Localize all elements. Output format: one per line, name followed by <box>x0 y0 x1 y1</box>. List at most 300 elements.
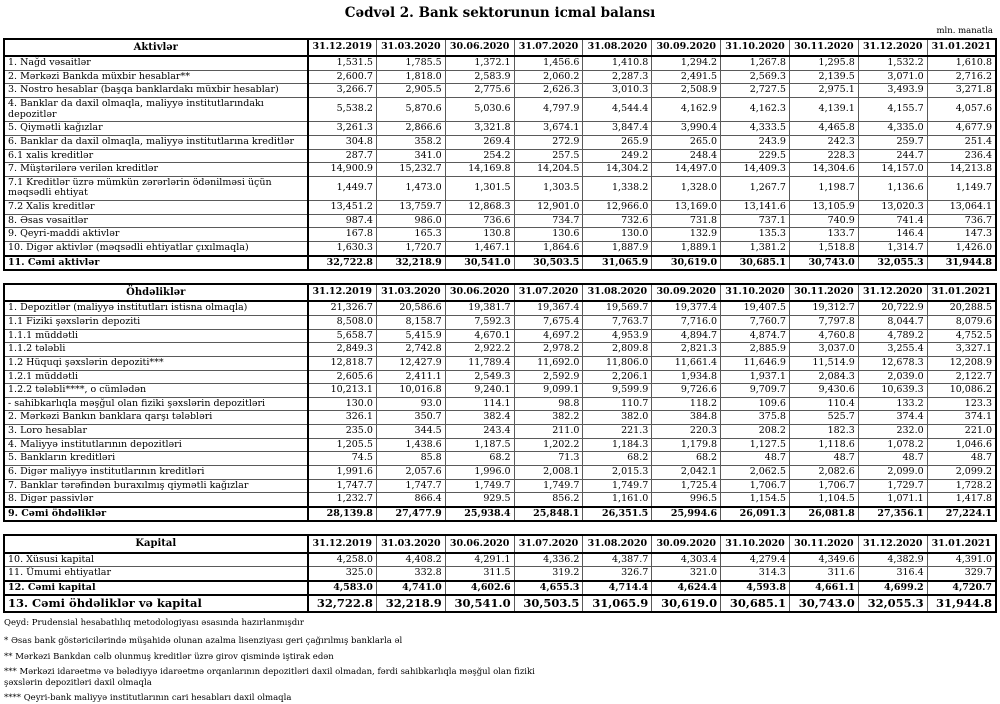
value-cell: 32,722.8 <box>308 256 377 271</box>
row-label: 1.1.1 müddətli <box>4 329 308 343</box>
value-cell: 1,179.8 <box>652 438 721 452</box>
table-row <box>4 149 996 163</box>
value-cell: 4,720.7 <box>927 581 996 596</box>
value-cell: 3,261.3 <box>308 122 377 136</box>
value-cell: 68.2 <box>445 452 514 466</box>
value-cell: 1,747.7 <box>308 479 377 493</box>
row-label: 6. Digər maliyyə institutlarının kreditləri <box>4 465 308 479</box>
value-cell: 2,605.6 <box>308 370 377 384</box>
value-cell: 4,661.1 <box>789 581 858 596</box>
value-cell: 98.8 <box>514 397 583 411</box>
row-label: 9. Cəmi öhdəliklər <box>4 507 308 522</box>
value-cell: 208.2 <box>721 425 790 439</box>
value-cell: 221.0 <box>927 425 996 439</box>
value-cell: 11,806.0 <box>583 356 652 370</box>
value-cell: 11,514.9 <box>789 356 858 370</box>
value-cell: 1,295.8 <box>789 56 858 70</box>
value-cell: 3,990.4 <box>652 122 721 136</box>
column-header: 31.01.2021 <box>927 39 996 56</box>
value-cell: 19,381.7 <box>445 301 514 315</box>
table-row <box>4 56 996 70</box>
value-cell: 32,055.3 <box>858 256 927 271</box>
value-cell: 2,084.3 <box>789 370 858 384</box>
value-cell: 14,304.2 <box>583 163 652 177</box>
header-row <box>4 284 996 301</box>
value-cell: 382.4 <box>445 411 514 425</box>
row-label: - sahibkarlıqla məşğul olan fiziki şəxslərin depozitləri <box>4 397 308 411</box>
value-cell: 48.7 <box>721 452 790 466</box>
value-cell: 311.5 <box>445 567 514 581</box>
column-header: 30.06.2020 <box>445 535 514 552</box>
value-cell: 1,149.7 <box>927 176 996 200</box>
footnote-line: ** Mərkəzi Bankdan cəlb olunmuş kreditlər üzrə girov qismində iştirak edən <box>4 651 334 662</box>
value-cell: 3,327.1 <box>927 343 996 357</box>
row-label: 3. Loro hesablar <box>4 425 308 439</box>
value-cell: 1,232.7 <box>308 493 377 507</box>
value-cell: 5,030.6 <box>445 98 514 122</box>
value-cell: 19,407.5 <box>721 301 790 315</box>
value-cell: 135.3 <box>721 228 790 242</box>
row-label: 7.1 Kreditlər üzrə mümkün zərərlərin ödənilməsi üçün məqsədli ehtiyat <box>4 176 308 200</box>
value-cell: 211.0 <box>514 425 583 439</box>
value-cell: 20,288.5 <box>927 301 996 315</box>
section-title-cell: Kapital <box>4 535 308 552</box>
value-cell: 7,760.7 <box>721 316 790 330</box>
value-cell: 2,905.5 <box>376 84 445 98</box>
value-cell: 1,467.1 <box>445 241 514 255</box>
value-cell: 2,099.0 <box>858 465 927 479</box>
column-header: 31.08.2020 <box>583 39 652 56</box>
value-cell: 1,518.8 <box>789 241 858 255</box>
total-row <box>4 256 996 271</box>
value-cell: 30,685.1 <box>721 256 790 271</box>
value-cell: 1,749.7 <box>514 479 583 493</box>
value-cell: 1,991.6 <box>308 465 377 479</box>
value-cell: 3,071.0 <box>858 70 927 84</box>
value-cell: 325.0 <box>308 567 377 581</box>
column-header: 30.06.2020 <box>445 284 514 301</box>
value-cell: 12,966.0 <box>583 201 652 215</box>
row-label: 1.1.2 tələbli <box>4 343 308 357</box>
value-cell: 4,391.0 <box>927 553 996 567</box>
row-label: 12. Cəmi kapital <box>4 581 308 596</box>
value-cell: 1,127.5 <box>721 438 790 452</box>
value-cell: 1,706.7 <box>721 479 790 493</box>
value-cell: 14,304.6 <box>789 163 858 177</box>
value-cell: 4,387.7 <box>583 553 652 567</box>
value-cell: 13,759.7 <box>376 201 445 215</box>
value-cell: 1,532.2 <box>858 56 927 70</box>
value-cell: 3,493.9 <box>858 84 927 98</box>
value-cell: 7,716.0 <box>652 316 721 330</box>
value-cell: 12,868.3 <box>445 201 514 215</box>
value-cell: 27,224.1 <box>927 507 996 522</box>
value-cell: 9,099.1 <box>514 384 583 398</box>
value-cell: 269.4 <box>445 135 514 149</box>
table-row <box>4 135 996 149</box>
value-cell: 31,944.8 <box>927 595 996 612</box>
value-cell: 4,279.4 <box>721 553 790 567</box>
row-label: 10. Digər aktivlər (məqsədli ehtiyatlar çıxılmaqla) <box>4 241 308 255</box>
value-cell: 374.4 <box>858 411 927 425</box>
value-cell: 1,136.6 <box>858 176 927 200</box>
value-cell: 4,333.5 <box>721 122 790 136</box>
value-cell: 74.5 <box>308 452 377 466</box>
value-cell: 249.2 <box>583 149 652 163</box>
value-cell: 1,104.5 <box>789 493 858 507</box>
value-cell: 68.2 <box>652 452 721 466</box>
footnotes <box>4 618 549 704</box>
value-cell: 4,714.4 <box>583 581 652 596</box>
value-cell: 14,169.8 <box>445 163 514 177</box>
column-header: 30.09.2020 <box>652 39 721 56</box>
row-label: 9. Qeyri-maddi aktivlər <box>4 228 308 242</box>
value-cell: 2,569.3 <box>721 70 790 84</box>
page-title: Cədvəl 2. Bank sektorunun icmal balansı <box>344 5 656 21</box>
value-cell: 4,139.1 <box>789 98 858 122</box>
value-cell: 259.7 <box>858 135 927 149</box>
value-cell: 20,722.9 <box>858 301 927 315</box>
value-cell: 93.0 <box>376 397 445 411</box>
value-cell: 7,592.3 <box>445 316 514 330</box>
value-cell: 358.2 <box>376 135 445 149</box>
value-cell: 4,544.4 <box>583 98 652 122</box>
value-cell: 4,699.2 <box>858 581 927 596</box>
value-cell: 30,743.0 <box>789 595 858 612</box>
value-cell: 1,417.8 <box>927 493 996 507</box>
value-cell: 4,382.9 <box>858 553 927 567</box>
row-label: 13. Cəmi öhdəliklər və kapital <box>4 595 308 612</box>
value-cell: 48.7 <box>858 452 927 466</box>
value-cell: 26,351.5 <box>583 507 652 522</box>
table-row <box>4 384 996 398</box>
value-cell: 1,864.6 <box>514 241 583 255</box>
row-label: 4. Maliyyə institutlarının depozitləri <box>4 438 308 452</box>
value-cell: 1,747.7 <box>376 479 445 493</box>
value-cell: 2,039.0 <box>858 370 927 384</box>
value-cell: 9,709.7 <box>721 384 790 398</box>
value-cell: 2,775.6 <box>445 84 514 98</box>
column-header: 30.11.2020 <box>789 39 858 56</box>
value-cell: 221.3 <box>583 425 652 439</box>
value-cell: 316.4 <box>858 567 927 581</box>
table-row <box>4 98 996 122</box>
value-cell: 13,105.9 <box>789 201 858 215</box>
value-cell: 3,674.1 <box>514 122 583 136</box>
value-cell: 30,503.5 <box>514 256 583 271</box>
footnote-line: *** Mərkəzi idarəetmə və bələdiyyə idarəetmə orqanlarının depozitləri daxil olmadan, fərdi sahibkarlıqla məşğul olan fiziki şəxslərin depozitləri daxil olmaqla <box>4 667 535 688</box>
value-cell: 856.2 <box>514 493 583 507</box>
value-cell: 32,055.3 <box>858 595 927 612</box>
value-cell: 244.7 <box>858 149 927 163</box>
column-header: 31.10.2020 <box>721 284 790 301</box>
value-cell: 257.5 <box>514 149 583 163</box>
value-cell: 3,010.3 <box>583 84 652 98</box>
value-cell: 272.9 <box>514 135 583 149</box>
value-cell: 32,218.9 <box>376 256 445 271</box>
row-label: 8. Əsas vəsaitlər <box>4 214 308 228</box>
value-cell: 4,752.5 <box>927 329 996 343</box>
value-cell: 2,885.9 <box>721 343 790 357</box>
value-cell: 4,677.9 <box>927 122 996 136</box>
column-header: 31.12.2020 <box>858 284 927 301</box>
value-cell: 9,430.6 <box>789 384 858 398</box>
value-cell: 228.3 <box>789 149 858 163</box>
column-header: 31.12.2019 <box>308 39 377 56</box>
value-cell: 1,267.7 <box>721 176 790 200</box>
value-cell: 382.0 <box>583 411 652 425</box>
value-cell: 2,600.7 <box>308 70 377 84</box>
value-cell: 265.0 <box>652 135 721 149</box>
value-cell: 319.2 <box>514 567 583 581</box>
table-row <box>4 301 996 315</box>
value-cell: 118.2 <box>652 397 721 411</box>
value-cell: 1,610.8 <box>927 56 996 70</box>
value-cell: 2,716.2 <box>927 70 996 84</box>
value-cell: 2,626.3 <box>514 84 583 98</box>
value-cell: 2,866.6 <box>376 122 445 136</box>
value-cell: 14,213.8 <box>927 163 996 177</box>
value-cell: 4,349.6 <box>789 553 858 567</box>
table-row <box>4 84 996 98</box>
value-cell: 71.3 <box>514 452 583 466</box>
value-cell: 4,874.7 <box>721 329 790 343</box>
value-cell: 3,847.4 <box>583 122 652 136</box>
value-cell: 182.3 <box>789 425 858 439</box>
row-label: 1.2.2 tələbli****, o cümlədən <box>4 384 308 398</box>
value-cell: 4,162.3 <box>721 98 790 122</box>
table-row <box>4 465 996 479</box>
value-cell: 10,213.1 <box>308 384 377 398</box>
value-cell: 8,158.7 <box>376 316 445 330</box>
value-cell: 2,411.1 <box>376 370 445 384</box>
value-cell: 732.6 <box>583 214 652 228</box>
value-cell: 4,303.4 <box>652 553 721 567</box>
value-cell: 2,062.5 <box>721 465 790 479</box>
value-cell: 736.7 <box>927 214 996 228</box>
value-cell: 329.7 <box>927 567 996 581</box>
value-cell: 68.2 <box>583 452 652 466</box>
value-cell: 1,303.5 <box>514 176 583 200</box>
value-cell: 13,064.1 <box>927 201 996 215</box>
value-cell: 2,742.8 <box>376 343 445 357</box>
column-header: 31.07.2020 <box>514 39 583 56</box>
value-cell: 14,409.3 <box>721 163 790 177</box>
value-cell: 2,008.1 <box>514 465 583 479</box>
column-header: 31.10.2020 <box>721 39 790 56</box>
value-cell: 321.0 <box>652 567 721 581</box>
value-cell: 13,169.0 <box>652 201 721 215</box>
value-cell: 4,760.8 <box>789 329 858 343</box>
value-cell: 14,900.9 <box>308 163 377 177</box>
total-row <box>4 507 996 522</box>
value-cell: 2,549.3 <box>445 370 514 384</box>
value-cell: 9,599.9 <box>583 384 652 398</box>
value-cell: 32,722.8 <box>308 595 377 612</box>
value-cell: 27,356.1 <box>858 507 927 522</box>
value-cell: 9,240.1 <box>445 384 514 398</box>
table-row <box>4 452 996 466</box>
column-header: 31.03.2020 <box>376 39 445 56</box>
value-cell: 1,749.7 <box>445 479 514 493</box>
value-cell: 382.2 <box>514 411 583 425</box>
value-cell: 3,266.7 <box>308 84 377 98</box>
header-row <box>4 39 996 56</box>
value-cell: 1,154.5 <box>721 493 790 507</box>
value-cell: 8,044.7 <box>858 316 927 330</box>
value-cell: 2,508.9 <box>652 84 721 98</box>
value-cell: 2,583.9 <box>445 70 514 84</box>
column-header: 30.09.2020 <box>652 284 721 301</box>
value-cell: 19,367.4 <box>514 301 583 315</box>
row-label: 1.2.1 müddətli <box>4 370 308 384</box>
value-cell: 1,202.2 <box>514 438 583 452</box>
value-cell: 2,206.1 <box>583 370 652 384</box>
value-cell: 866.4 <box>376 493 445 507</box>
value-cell: 304.8 <box>308 135 377 149</box>
table-row <box>4 479 996 493</box>
value-cell: 3,037.0 <box>789 343 858 357</box>
value-cell: 1,720.7 <box>376 241 445 255</box>
value-cell: 236.4 <box>927 149 996 163</box>
table-row <box>4 567 996 581</box>
value-cell: 741.4 <box>858 214 927 228</box>
value-cell: 229.5 <box>721 149 790 163</box>
value-cell: 2,491.5 <box>652 70 721 84</box>
column-header: 31.03.2020 <box>376 284 445 301</box>
value-cell: 2,821.3 <box>652 343 721 357</box>
value-cell: 4,797.9 <box>514 98 583 122</box>
value-cell: 26,081.8 <box>789 507 858 522</box>
value-cell: 109.6 <box>721 397 790 411</box>
table-row <box>4 201 996 215</box>
footnote-line: **** Qeyri-bank maliyyə institutlarının cari hesabları daxil olmaqla <box>4 693 292 704</box>
table-row <box>4 370 996 384</box>
row-label: 2. Mərkəzi Bankın banklara qarşı tələbləri <box>4 411 308 425</box>
value-cell: 12,678.3 <box>858 356 927 370</box>
value-cell: 987.4 <box>308 214 377 228</box>
column-header: 31.08.2020 <box>583 284 652 301</box>
value-cell: 4,741.0 <box>376 581 445 596</box>
value-cell: 30,619.0 <box>652 595 721 612</box>
value-cell: 1,630.3 <box>308 241 377 255</box>
value-cell: 7,763.7 <box>583 316 652 330</box>
value-cell: 2,060.2 <box>514 70 583 84</box>
value-cell: 130.0 <box>308 397 377 411</box>
value-cell: 31,065.9 <box>583 256 652 271</box>
column-header: 30.11.2020 <box>789 535 858 552</box>
value-cell: 110.7 <box>583 397 652 411</box>
column-header: 31.01.2021 <box>927 284 996 301</box>
value-cell: 341.0 <box>376 149 445 163</box>
value-cell: 14,204.5 <box>514 163 583 177</box>
value-cell: 734.7 <box>514 214 583 228</box>
value-cell: 5,415.9 <box>376 329 445 343</box>
row-label: 5. Qiymətli kağızlar <box>4 122 308 136</box>
value-cell: 10,086.2 <box>927 384 996 398</box>
value-cell: 25,848.1 <box>514 507 583 522</box>
value-cell: 4,291.1 <box>445 553 514 567</box>
value-cell: 4,335.0 <box>858 122 927 136</box>
column-header: 31.07.2020 <box>514 284 583 301</box>
value-cell: 1,410.8 <box>583 56 652 70</box>
value-cell: 232.0 <box>858 425 927 439</box>
table-row <box>4 397 996 411</box>
value-cell: 1,381.2 <box>721 241 790 255</box>
value-cell: 1,294.2 <box>652 56 721 70</box>
value-cell: 740.9 <box>789 214 858 228</box>
value-cell: 242.3 <box>789 135 858 149</box>
value-cell: 123.3 <box>927 397 996 411</box>
value-cell: 1,184.3 <box>583 438 652 452</box>
value-cell: 32,218.9 <box>376 595 445 612</box>
value-cell: 10,639.3 <box>858 384 927 398</box>
value-cell: 2,809.8 <box>583 343 652 357</box>
value-cell: 21,326.7 <box>308 301 377 315</box>
value-cell: 1,996.0 <box>445 465 514 479</box>
value-cell: 85.8 <box>376 452 445 466</box>
row-label: 6. Banklar da daxil olmaqla, maliyyə institutlarına kreditlər <box>4 135 308 149</box>
value-cell: 1,531.5 <box>308 56 377 70</box>
table-row <box>4 241 996 255</box>
column-header: 31.12.2019 <box>308 535 377 552</box>
column-header: 31.12.2019 <box>308 284 377 301</box>
table-row <box>4 425 996 439</box>
value-cell: 243.4 <box>445 425 514 439</box>
value-cell: 167.8 <box>308 228 377 242</box>
value-cell: 731.8 <box>652 214 721 228</box>
value-cell: 25,994.6 <box>652 507 721 522</box>
value-cell: 11,661.4 <box>652 356 721 370</box>
column-header: 30.09.2020 <box>652 535 721 552</box>
value-cell: 1,198.7 <box>789 176 858 200</box>
value-cell: 1,078.2 <box>858 438 927 452</box>
row-label: 1.2 Hüquqi şəxslərin depoziti*** <box>4 356 308 370</box>
value-cell: 344.5 <box>376 425 445 439</box>
value-cell: 30,685.1 <box>721 595 790 612</box>
column-header: 31.07.2020 <box>514 535 583 552</box>
section-title-cell: Aktivlər <box>4 39 308 56</box>
value-cell: 326.7 <box>583 567 652 581</box>
value-cell: 4,655.3 <box>514 581 583 596</box>
value-cell: 1,937.1 <box>721 370 790 384</box>
value-cell: 929.5 <box>445 493 514 507</box>
value-cell: 1,314.7 <box>858 241 927 255</box>
value-cell: 1,438.6 <box>376 438 445 452</box>
value-cell: 13,451.2 <box>308 201 377 215</box>
value-cell: 133.7 <box>789 228 858 242</box>
row-label: 6.1 xalis kreditlər <box>4 149 308 163</box>
table-row <box>4 329 996 343</box>
value-cell: 20,586.6 <box>376 301 445 315</box>
column-header: 31.10.2020 <box>721 535 790 552</box>
value-cell: 1,338.2 <box>583 176 652 200</box>
column-header: 31.08.2020 <box>583 535 652 552</box>
value-cell: 311.6 <box>789 567 858 581</box>
section-title-cell: Öhdəliklər <box>4 284 308 301</box>
value-cell: 12,901.0 <box>514 201 583 215</box>
table-row <box>4 553 996 567</box>
value-cell: 8,508.0 <box>308 316 377 330</box>
value-cell: 996.5 <box>652 493 721 507</box>
value-cell: 1,473.0 <box>376 176 445 200</box>
row-label: 7. Banklar tərəfindən buraxılmış qiymətli kağızlar <box>4 479 308 493</box>
value-cell: 4,697.2 <box>514 329 583 343</box>
value-cell: 133.2 <box>858 397 927 411</box>
tables-area <box>3 38 997 613</box>
value-cell: 13,141.6 <box>721 201 790 215</box>
value-cell: 2,139.5 <box>789 70 858 84</box>
